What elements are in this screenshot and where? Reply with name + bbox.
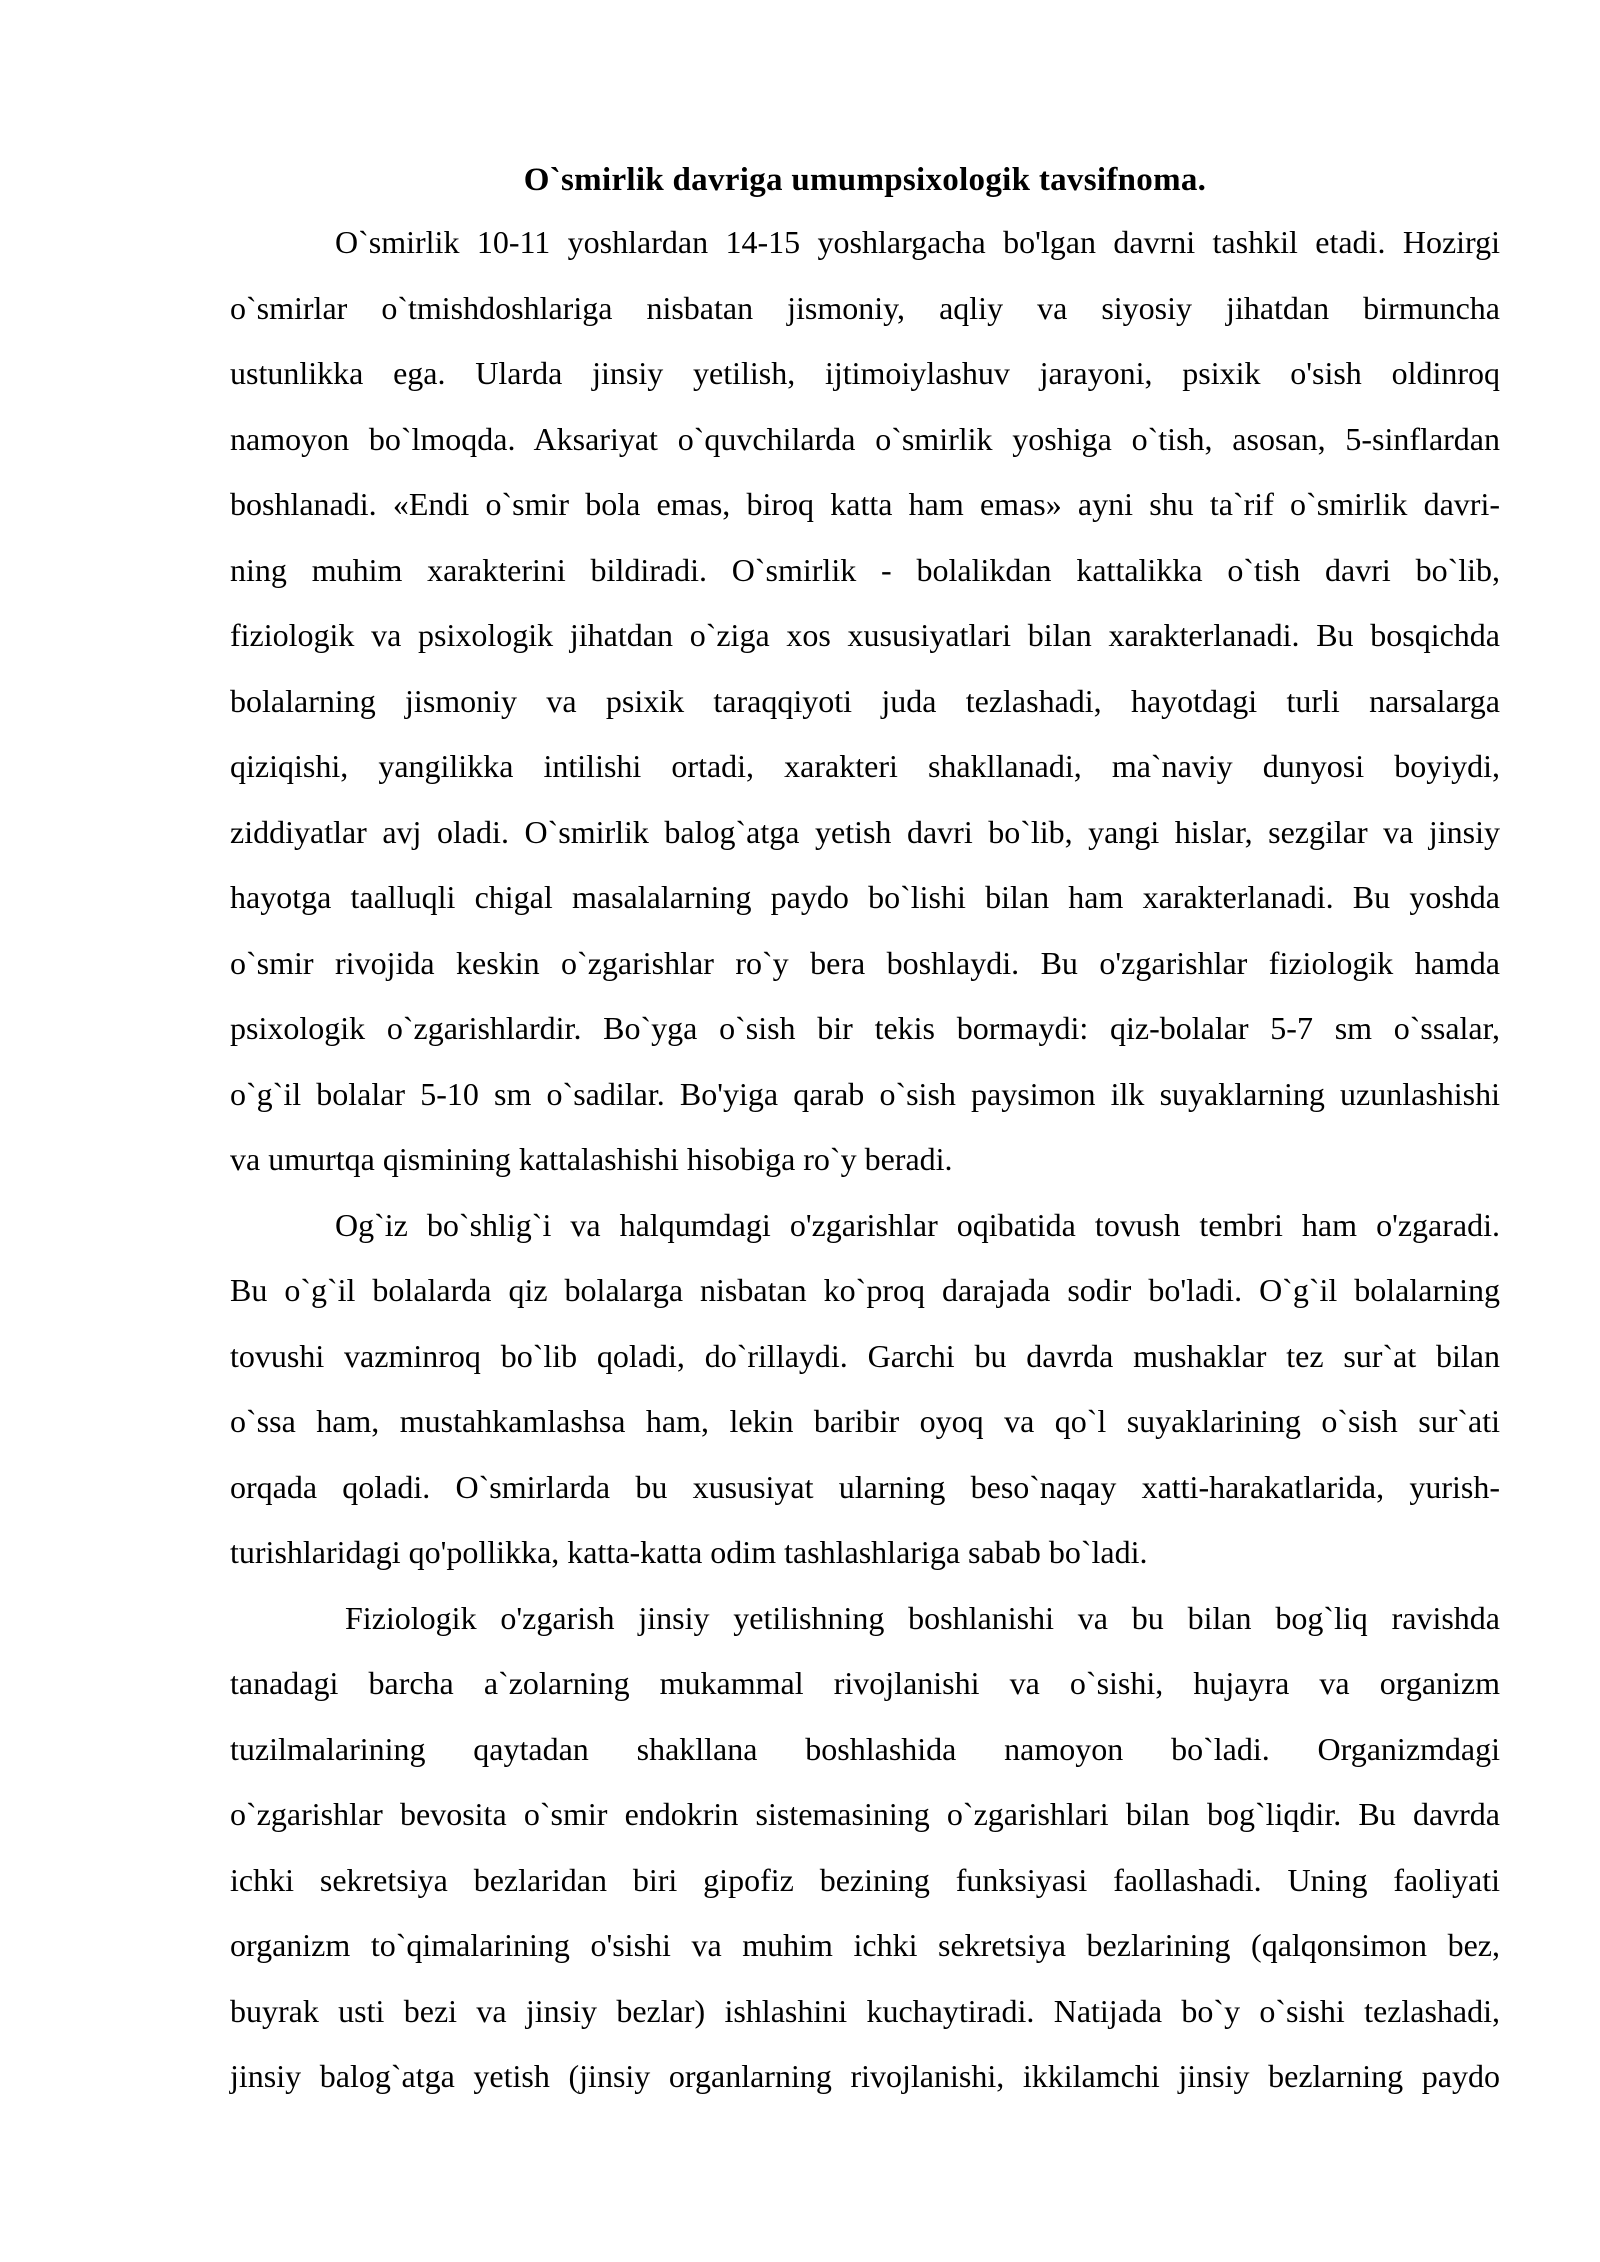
paragraph-line: orqada qoladi. O`smirlarda bu xususiyat ularning beso`naqay xatti-harakatlarida, yurish- (230, 1468, 1500, 1505)
paragraph-line: tovushi vazminroq bo`lib qoladi, do`rillaydi. Garchi bu davrda mushaklar tez sur`at bilan (230, 1337, 1500, 1374)
paragraph-line: O`smirlik 10-11 yoshlardan 14-15 yoshlargacha bo'lgan davrni tashkil etadi. Hozirgi (335, 224, 1500, 260)
paragraph-line: tanadagi barcha a`zolarning mukammal rivojlanishi va o`sishi, hujayra va organizm (230, 1665, 1500, 1701)
paragraph-line: o`zgarishlar bevosita o`smir endokrin sistemasining o`zgarishlari bilan bog`liqdir. Bu davrda (230, 1796, 1500, 1832)
paragraph-line: buyrak usti bezi va jinsiy bezlar) ishlashini kuchaytiradi. Natijada bo`y o`sishi tezlashadi, (230, 1992, 1500, 2029)
paragraph-1 (230, 210, 1500, 1193)
paragraph-line: psixologik o`zgarishlardir. Bo`yga o`sish bir tekis bormaydi: qiz-bolalar 5-7 sm o`ssalar, (230, 1010, 1500, 1046)
paragraph-line: o`g`il bolalar 5-10 sm o`sadilar. Bo'yiga qarab o`sish paysimon ilk suyaklarning uzunlashishi (230, 1075, 1500, 1112)
document-title: O`smirlik davriga umumpsixologik tavsifnoma. (523, 162, 1207, 198)
paragraph-line: ustunlikka ega. Ularda jinsiy yetilish, ijtimoiylashuv jarayoni, psixik o'sish oldinroq (230, 355, 1500, 391)
document-body (230, 150, 1500, 2110)
paragraph-line: ziddiyatlar avj oladi. O`smirlik balog`atga yetish davri bo`lib, yangi hislar, sezgilar va jinsiy (230, 813, 1500, 850)
paragraph-3 (230, 1586, 1500, 2110)
paragraph-line: Og`iz bo`shlig`i va halqumdagi o'zgarishlar oqibatida tovush tembri ham o'zgaradi. (335, 1206, 1500, 1243)
paragraph-line: fiziologik va psixologik jihatdan o`ziga xos xususiyatlari bilan xarakterlanadi. Bu bosqichda (230, 617, 1500, 653)
paragraph-line: va umurtqa qismining kattalashishi hisobiga ro`y beradi. (230, 1141, 953, 1177)
paragraph-line: namoyon bo`lmoqda. Aksariyat o`quvchilarda o`smirlik yoshiga o`tish, asosan, 5-sinflardan (230, 420, 1500, 457)
paragraph-line: Bu o`g`il bolalarda qiz bolalarga nisbatan ko`proq darajada sodir bo'ladi. O`g`il bolalarning (230, 1272, 1500, 1308)
paragraph-line: bolalarning jismoniy va psixik taraqqiyoti juda tezlashadi, hayotdagi turli narsalarga (230, 682, 1500, 719)
paragraph-line: o`smirlar o`tmishdoshlariga nisbatan jismoniy, aqliy va siyosiy jihatdan birmuncha (230, 289, 1500, 326)
paragraph-line: o`ssa ham, mustahkamlashsa ham, lekin baribir oyoq va qo`l suyaklarining o`sish sur`ati (230, 1403, 1500, 1439)
paragraph-line: organizm to`qimalarining o'sishi va muhim ichki sekretsiya bezlarining (qalqonsimon bez, (230, 1927, 1500, 1963)
paragraph-line: boshlanadi. «Endi o`smir bola emas, biroq katta ham emas» ayni shu ta`rif o`smirlik davri- (230, 486, 1500, 522)
paragraph-line: Fiziologik o'zgarish jinsiy yetilishning boshlanishi va bu bilan bog`liq ravishda (345, 1599, 1500, 1636)
paragraph-line: hayotga taalluqli chigal masalalarning paydo bo`lishi bilan ham xarakterlanadi. Bu yoshda (230, 879, 1500, 915)
paragraph-line: ning muhim xarakterini bildiradi. O`smirlik - bolalikdan kattalikka o`tish davri bo`lib, (230, 551, 1500, 588)
paragraph-line: tuzilmalarining qaytadan shakllana boshlashida namoyon bo`ladi. Organizmdagi (230, 1730, 1500, 1767)
paragraph-2 (230, 1193, 1500, 1586)
paragraph-line: o`smir rivojida keskin o`zgarishlar ro`y bera boshlaydi. Bu o'zgarishlar fiziologik hamda (230, 944, 1500, 981)
paragraph-line: turishlaridagi qo'pollikka, katta-katta odim tashlashlariga sabab bo`ladi. (230, 1534, 1148, 1570)
paragraph-line: ichki sekretsiya bezlaridan biri gipofiz bezining funksiyasi faollashadi. Uning faoliyati (230, 1861, 1500, 1898)
paragraph-line: jinsiy balog`atga yetish (jinsiy organlarning rivojlanishi, ikkilamchi jinsiy bezlarning paydo (230, 2058, 1500, 2094)
paragraph-line: qiziqishi, yangilikka intilishi ortadi, xarakteri shakllanadi, ma`naviy dunyosi boyiydi, (230, 748, 1500, 784)
